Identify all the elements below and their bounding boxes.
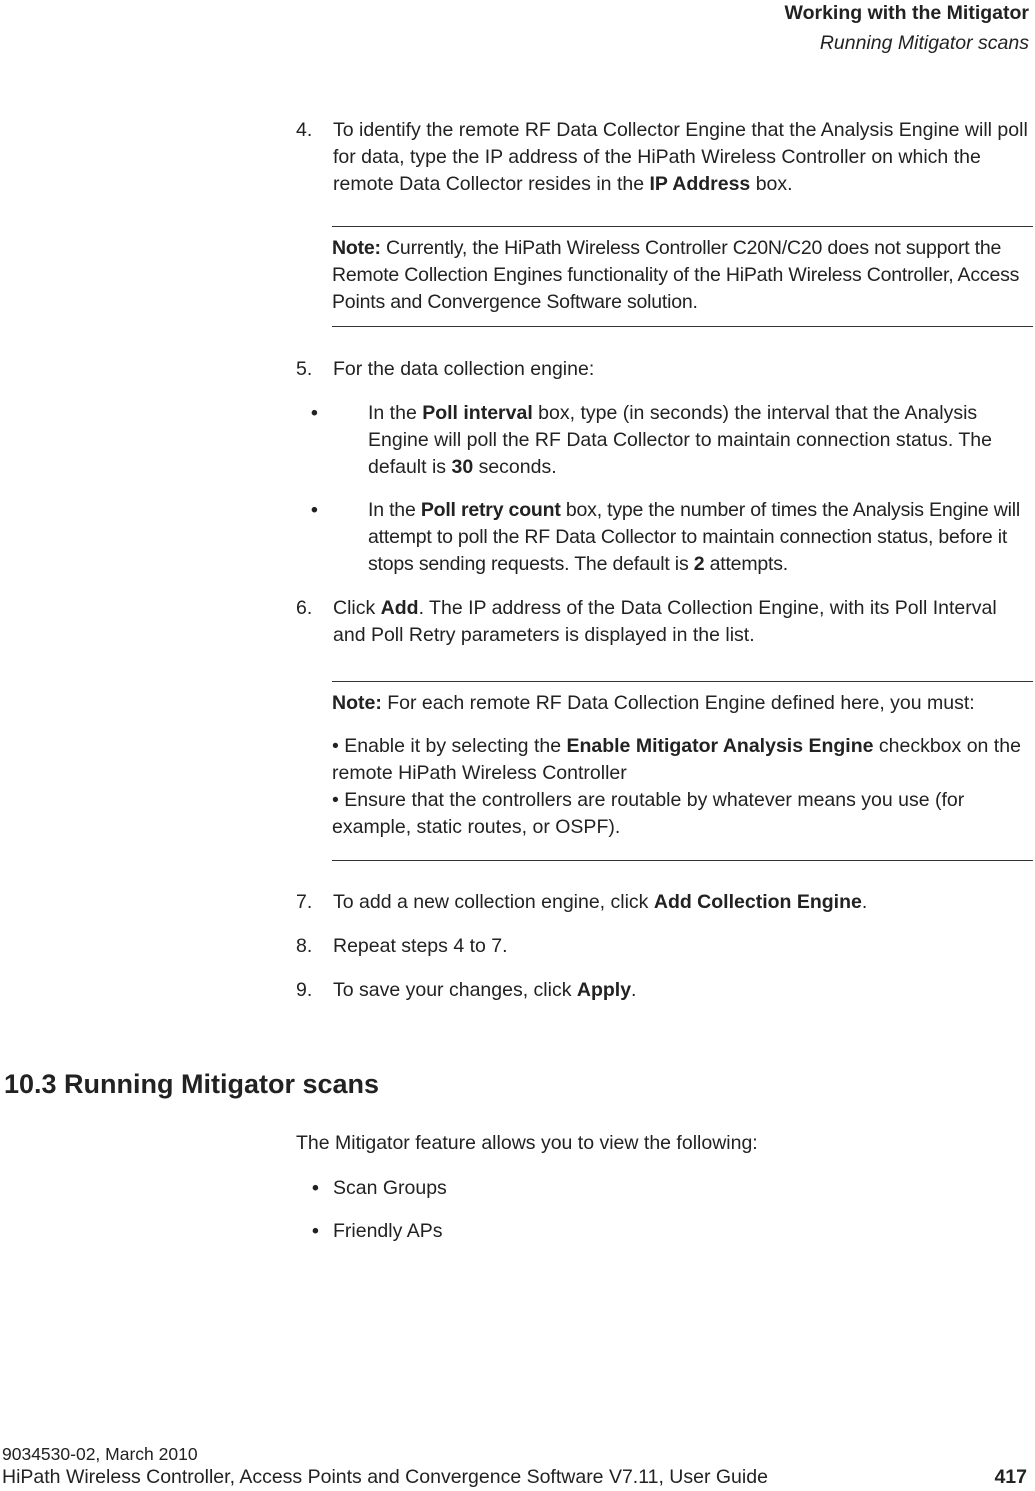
step-text: Repeat steps 4 to 7. — [333, 935, 508, 957]
bullet-text: Friendly APs — [333, 1220, 443, 1242]
bullet-item — [312, 1218, 997, 1245]
note-box — [332, 681, 1033, 861]
footer-doc-id: 9034530-02, March 2010 — [2, 1444, 198, 1464]
step-number: 6. — [296, 597, 313, 619]
bullet-item — [311, 400, 1032, 481]
step-8 — [296, 933, 1030, 960]
note-list-item: • Enable it by selecting the Enable Mitigator Analysis Engine checkbox on the remote HiPath Wireless Controller — [332, 735, 1021, 784]
section-heading: 10.3 Running Mitigator scans — [4, 1069, 380, 1099]
note-list-item: • Ensure that the controllers are routable by whatever means you use (for example, static routes, or OSPF). — [332, 789, 965, 838]
bullet-dot: • — [312, 1220, 319, 1242]
footer-guide-title: HiPath Wireless Controller, Access Points and Convergence Software V7.11, User Guide — [2, 1466, 768, 1488]
step-text: Click Add. The IP address of the Data Collection Engine, with its Poll Interval and Poll Retry parameters is displayed in the list. — [333, 597, 997, 646]
step-number: 4. — [296, 119, 313, 141]
bullet-dot: • — [312, 1177, 319, 1199]
step-text: For the data collection engine: — [333, 358, 595, 380]
step-number: 5. — [296, 358, 313, 380]
step-number: 8. — [296, 935, 313, 957]
bullet-text: In the Poll interval box, type (in seconds) the interval that the Analysis Engine will poll the RF Data Collector to maintain connection status. The default is 30 seconds. — [368, 402, 992, 478]
step-number: 9. — [296, 979, 313, 1001]
bullet-item — [312, 1175, 997, 1202]
bullet-dot: • — [311, 499, 318, 521]
section-intro: The Mitigator feature allows you to view the following: — [296, 1132, 758, 1154]
step-4 — [296, 117, 1030, 198]
bullet-text: In the Poll retry count box, type the number of times the Analysis Engine will attempt to poll the RF Data Collector to maintain connection status, before it stops sending requests. The default is 2 attempts. — [368, 499, 1021, 575]
bullet-text: Scan Groups — [333, 1177, 447, 1199]
bullet-dot: • — [311, 402, 318, 424]
page-number: 417 — [994, 1466, 1027, 1488]
step-text: To save your changes, click Apply. — [333, 979, 637, 1001]
step-text: To add a new collection engine, click Add Collection Engine. — [333, 891, 868, 913]
step-5 — [296, 356, 1030, 383]
note-text: Note: Currently, the HiPath Wireless Controller C20N/C20 does not support the Remote Collection Engines functionality of the HiPath Wireless Controller, Access Points and Convergence Software solution. — [332, 237, 1020, 313]
bullet-item — [311, 497, 1032, 578]
running-header-subtitle: Running Mitigator scans — [819, 32, 1029, 54]
step-7 — [296, 889, 1030, 916]
note-box — [332, 226, 1033, 327]
step-6 — [296, 595, 1030, 649]
note-text: Note: For each remote RF Data Collection Engine defined here, you must: — [332, 692, 975, 714]
running-header-title: Working with the Mitigator — [784, 2, 1029, 24]
step-9 — [296, 977, 1030, 1004]
step-text: To identify the remote RF Data Collector Engine that the Analysis Engine will poll for data, type the IP address of the HiPath Wireless Controller on which the remote Data Collector resides in the IP Address box. — [333, 119, 1028, 195]
step-number: 7. — [296, 891, 313, 913]
